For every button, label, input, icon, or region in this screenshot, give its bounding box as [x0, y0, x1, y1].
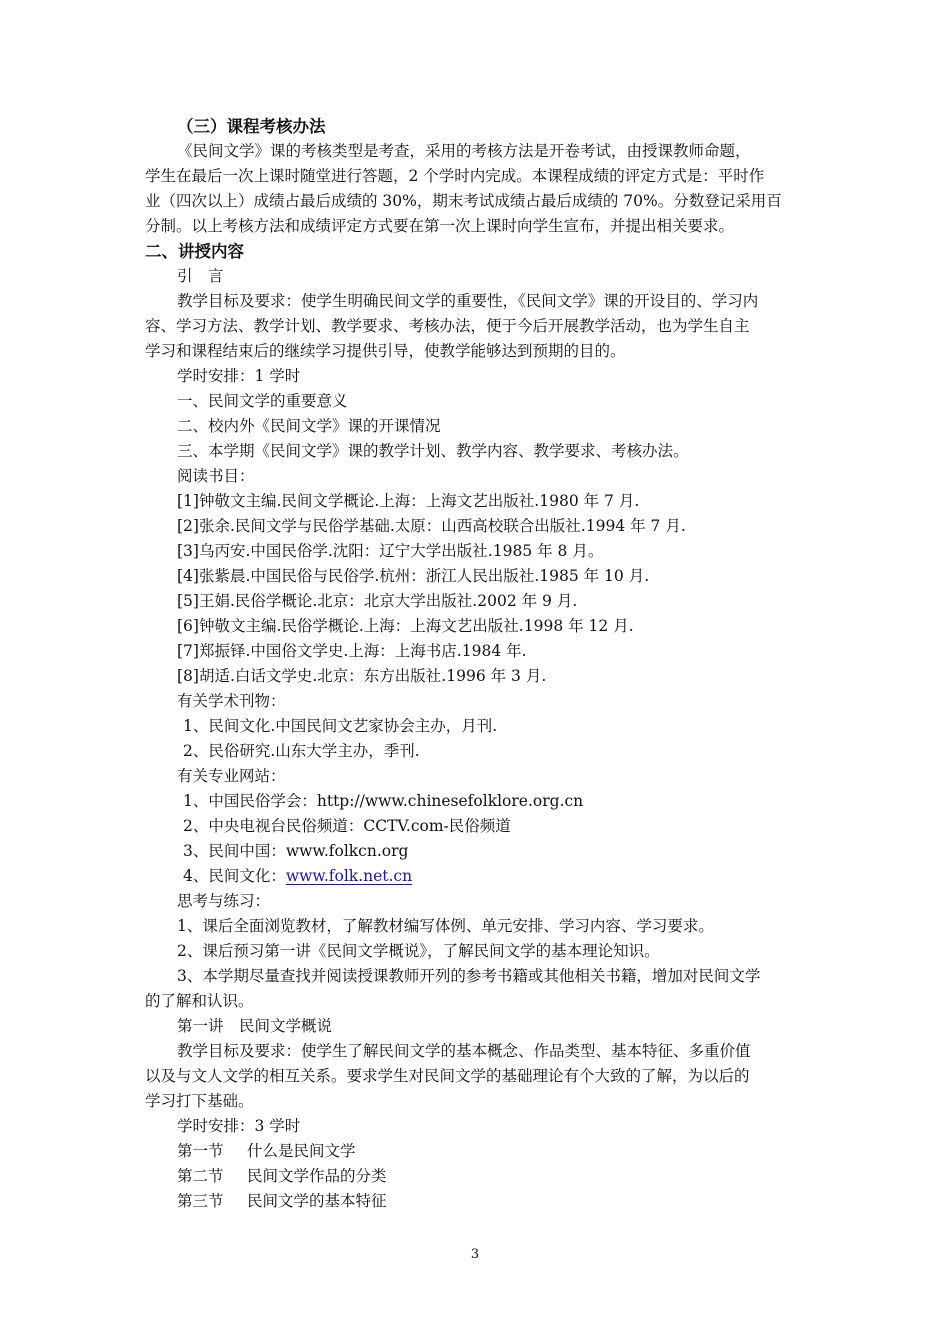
part-2-content	[145, 239, 805, 1014]
book-item: [2]张余.民间文学与民俗学基础.太原：山西高校联合出版社.1994 年 7 月.	[177, 517, 686, 535]
book-item: [1]钟敬文主编.民间文学概论.上海：上海文艺出版社.1980 年 7 月.	[177, 492, 640, 510]
section-item	[145, 1189, 805, 1214]
section-title: 民间文学的基本特征	[247, 1192, 387, 1210]
section-3-exam	[145, 114, 805, 239]
list-item: 一、民间文学的重要意义	[177, 392, 348, 410]
paragraph-line: 学习打下基础。	[145, 1092, 254, 1110]
book-item: [7]郑振铎.中国俗文学史.上海：上海书店.1984 年.	[177, 642, 527, 660]
reading-title: 阅读书目：	[177, 467, 255, 485]
intro-title: 引 言	[177, 267, 224, 285]
section-item	[145, 1164, 805, 1189]
journals-title: 有关学术刊物：	[177, 692, 286, 710]
section-number: 第一节	[177, 1142, 224, 1160]
section-number: 第三节	[177, 1192, 224, 1210]
paragraph-line: 容、学习方法、教学计划、教学要求、考核办法，便于今后开展教学活动，也为学生自主	[145, 317, 750, 335]
lecture-title: 第一讲 民间文学概说	[177, 1017, 333, 1035]
paragraph-line: 业（四次以上）成绩占最后成绩的 30%，期末考试成绩占最后成绩的 70%。分数登记采用百	[145, 192, 782, 210]
paragraph-line: 分制。以上考核方法和成绩评定方式要在第一次上课时向学生宣布，并提出相关要求。	[145, 217, 735, 235]
journal-item: 2、民俗研究.山东大学主办，季刊.	[183, 742, 420, 760]
book-item: [6]钟敬文主编.民俗学概论.上海：上海文艺出版社.1998 年 12 月.	[177, 617, 634, 635]
paragraph-line: 教学目标及要求：使学生明确民间文学的重要性，《民间文学》课的开设目的、学习内	[177, 292, 759, 310]
section-heading: （三）课程考核办法	[177, 117, 326, 136]
section-number: 第二节	[177, 1167, 224, 1185]
paragraph-line: 学生在最后一次上课时随堂进行答题，2 个学时内完成。本课程成绩的评定方式是：平时作	[145, 167, 765, 185]
website-item: 1、中国民俗学会：http://www.chinesefolklore.org.cn	[183, 792, 584, 810]
websites-title: 有关专业网站：	[177, 767, 286, 785]
journal-item: 1、民间文化.中国民间文艺家协会主办，月刊.	[183, 717, 498, 735]
exercise-item: 2、课后预习第一讲《民间文学概说》，了解民间文学的基本理论知识。	[177, 942, 660, 960]
section-item	[145, 1139, 805, 1164]
section-title: 什么是民间文学	[247, 1142, 356, 1160]
paragraph-line: 学习和课程结束后的继续学习提供引导，使教学能够达到预期的目的。	[145, 342, 626, 360]
exercise-item-cont: 的了解和认识。	[145, 992, 254, 1010]
website-label: 4、民间文化：	[183, 867, 286, 885]
paragraph-line: 《民间文学》课的考核类型是考查，采用的考核方法是开卷考试，由授课教师命题，	[177, 142, 751, 160]
list-item: 三、本学期《民间文学》课的教学计划、教学内容、教学要求、考核办法。	[177, 442, 689, 460]
book-item: [4]张紫晨.中国民俗与民俗学.杭州：浙江人民出版社.1985 年 10 月.	[177, 567, 650, 585]
paragraph-line: 教学目标及要求：使学生了解民间文学的基本概念、作品类型、基本特征、多重价值	[177, 1042, 751, 1060]
hours-line: 学时安排：1 学时	[177, 367, 301, 385]
exercise-item: 1、课后全面浏览教材，了解教材编写体例、单元安排、学习内容、学习要求。	[177, 917, 714, 935]
exercises-title: 思考与练习：	[177, 892, 271, 910]
exercise-item: 3、本学期尽量查找并阅读授课教师开列的参考书籍或其他相关书籍，增加对民间文学	[177, 967, 761, 985]
lecture-1	[145, 1014, 805, 1214]
website-item	[145, 864, 805, 889]
part-heading: 二、讲授内容	[145, 242, 244, 261]
paragraph-line: 以及与文人文学的相互关系。要求学生对民间文学的基础理论有个大致的了解，为以后的	[145, 1067, 750, 1085]
website-item: 2、中央电视台民俗频道：CCTV.com-民俗频道	[183, 817, 511, 835]
list-item: 二、校内外《民间文学》课的开课情况	[177, 417, 441, 435]
book-item: [3]乌丙安.中国民俗学.沈阳：辽宁大学出版社.1985 年 8 月。	[177, 542, 604, 560]
website-link[interactable]: www.folk.net.cn	[285, 867, 413, 885]
hours-line: 学时安排：3 学时	[177, 1117, 301, 1135]
website-item: 3、民间中国：www.folkcn.org	[183, 842, 409, 860]
section-title: 民间文学作品的分类	[247, 1167, 387, 1185]
book-item: [8]胡适.白话文学史.北京：东方出版社.1996 年 3 月.	[177, 667, 547, 685]
book-item: [5]王娟.民俗学概论.北京：北京大学出版社.2002 年 9 月.	[177, 592, 578, 610]
page-number: 3	[470, 1247, 480, 1262]
